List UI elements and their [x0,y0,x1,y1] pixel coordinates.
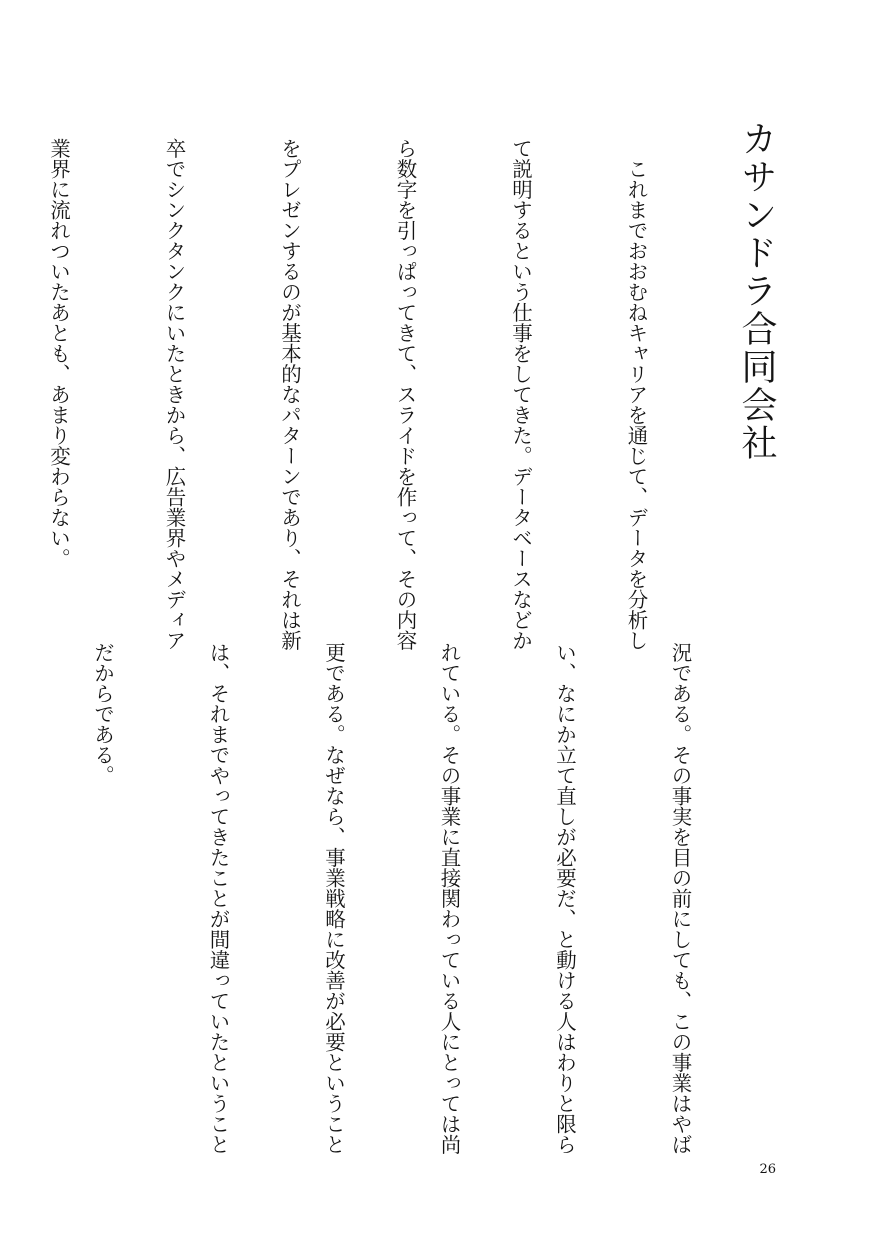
text-column: 卒でシンクタンクにいたときから、広告業界やメディア [162,138,186,651]
text-column: れている。その事業に直接関わっている人にとっては尚 [437,642,461,1155]
text-column: だからである。 [90,642,115,786]
text-column: をプレゼンするのが基本的なパターンであり、それは新 [277,138,302,651]
page-number: 26 [759,1162,776,1177]
upper-text-block [46,138,732,651]
text-column: 更である。なぜなら、事業戦略に改善が必要ということ [321,642,346,1155]
text-column [0,642,6,1112]
text-column: 業界に流れついたあとも、あまり変わらない。 [46,138,71,569]
lower-text-block [90,642,776,1155]
text-column: 況である。その事実を目の前にしても、この事業はやば [668,642,692,1155]
chapter-title: カサンドラ合同会社 [736,120,777,462]
text-column: は、それまでやってきたことが間違っていたということ [206,642,230,1155]
text-column: ら数字を引っぱってきて、スライドを作って、その内容 [393,138,417,651]
text-column: て説明するという仕事をしてきた。データベースなどか [508,138,533,651]
text-column: い、なにか立て直しが必要だ、と動ける人はわりと限ら [552,642,577,1155]
text-column: これまでおおむねキャリアを通じて、データを分析し [624,138,648,651]
